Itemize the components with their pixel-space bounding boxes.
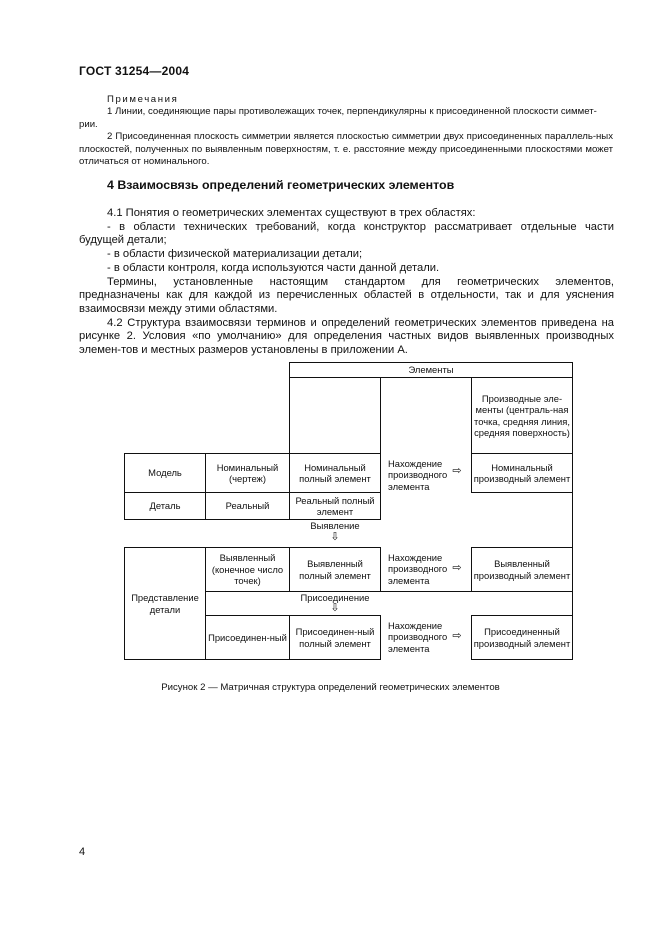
derived-header-box [471, 377, 573, 454]
association-top-line [205, 591, 573, 592]
real-integral-box [289, 492, 381, 520]
associated-integral-box [289, 615, 381, 660]
associated-integral-element: Присоединен-ный полный элемент [295, 626, 375, 649]
identification-label: Выявление [310, 520, 360, 532]
association-label: Присоединение [300, 592, 370, 604]
nominal-box [205, 453, 290, 493]
paragraph-4-2: 4.2 Структура взаимосвязи терминов и определений геометрических элементов приведена на рисунке 2. Условия «по умолчанию» для определения частных видов выявленных производных элемен-тов и местных размеров установлены в приложении А. [79, 316, 614, 357]
associated-box [205, 615, 290, 660]
note-1-continued: рии. [79, 118, 98, 130]
notes-title: Примечания [107, 94, 179, 105]
list-item-materialization: - в области физической материализации детали; [107, 248, 363, 261]
note-1: 1 Линии, соединяющие пары противолежащих точек, перпендикулярны к присоединенной плоскости симмет- [107, 106, 597, 118]
association-right-line [572, 591, 573, 616]
real-integral-element: Реальный полный элемент [295, 494, 375, 517]
derived-header: Производные эле-менты (централь-ная точка, средняя линия, средняя поверхность) [474, 392, 570, 438]
row-part: Деталь [149, 500, 181, 512]
figure-caption: Рисунок 2 — Матричная структура определений геометрических элементов [161, 682, 500, 693]
list-item-inspection: - в области контроля, когда используются части данной детали. [107, 261, 440, 274]
nominal-drawing: Номинальный (чертеж) [216, 461, 279, 484]
finding-derived-2: Нахождение производного элемента [388, 552, 448, 586]
page-number: 4 [79, 846, 86, 858]
col-line [289, 377, 290, 454]
identified-integral-box [289, 547, 381, 592]
col-line [289, 377, 381, 378]
identified-derived-box [471, 547, 573, 592]
paragraph-4-1: 4.1 Понятия о геометрических элементах существуют в трех областях: [107, 207, 476, 219]
row-representation-box [124, 547, 206, 660]
finding-derived-3: Нахождение производного элемента [388, 620, 448, 654]
section-title: 4 Взаимосвязь определений геометрических элементов [107, 178, 455, 192]
note-2: 2 Присоединенная плоскость симметрии является плоскостью симметрии двух присоединенных параллель-ных плоскостей, полученных по выявленным поверхностям, т. е. расстояние между присоединенными плоскостями может отличаться от номинального. [79, 131, 613, 168]
nominal-integral-element: Номинальный полный элемент [299, 461, 371, 484]
associated-derived-element: Присоединенный производный элемент [473, 626, 571, 649]
nominal-integral-box [289, 453, 381, 493]
right-arrow-icon: ⇨ [452, 465, 462, 477]
row-representation: Представление детали [131, 592, 199, 615]
body-text [79, 207, 614, 358]
right-arrow-icon: ⇨ [452, 562, 462, 574]
identified-derived-element: Выявленный производный элемент [473, 558, 571, 581]
finding-derived-1: Нахождение производного элемента [388, 458, 448, 492]
nominal-derived-element: Номинальный производный элемент [473, 461, 571, 484]
associated-derived-box [471, 615, 573, 660]
down-arrow-icon: ⇩ [330, 531, 340, 543]
row-model: Модель [148, 467, 182, 479]
nominal-derived-box [471, 453, 573, 493]
identified-box [205, 547, 290, 592]
elements-header: Элементы [408, 364, 454, 376]
right-arrow-icon: ⇨ [452, 630, 462, 642]
col-line [572, 377, 573, 548]
list-item-requirements: - в области технических требований, когда конструктор рассматривает отдельные части будущей детали; [79, 220, 614, 247]
row-part-box [124, 492, 206, 520]
elements-header-box [289, 362, 573, 378]
paragraph-terms: Термины, установленные настоящим стандартом для геометрических элементов, предназначены как для каждой из перечисленных областей в отдельности, так и для уяснения взаимосвязи между этими областями. [79, 275, 614, 315]
notes-block [79, 94, 613, 168]
document-header: ГОСТ 31254—2004 [79, 64, 190, 78]
identified-finite: Выявленный (конечное число точек) [211, 552, 284, 587]
associated: Присоединен-ный [208, 631, 287, 643]
real: Реальный [225, 500, 270, 512]
down-arrow-icon: ⇩ [330, 602, 340, 614]
col-line [380, 377, 381, 454]
row-model-box [124, 453, 206, 493]
identified-integral-element: Выявленный полный элемент [299, 558, 371, 581]
real-box [205, 492, 290, 520]
